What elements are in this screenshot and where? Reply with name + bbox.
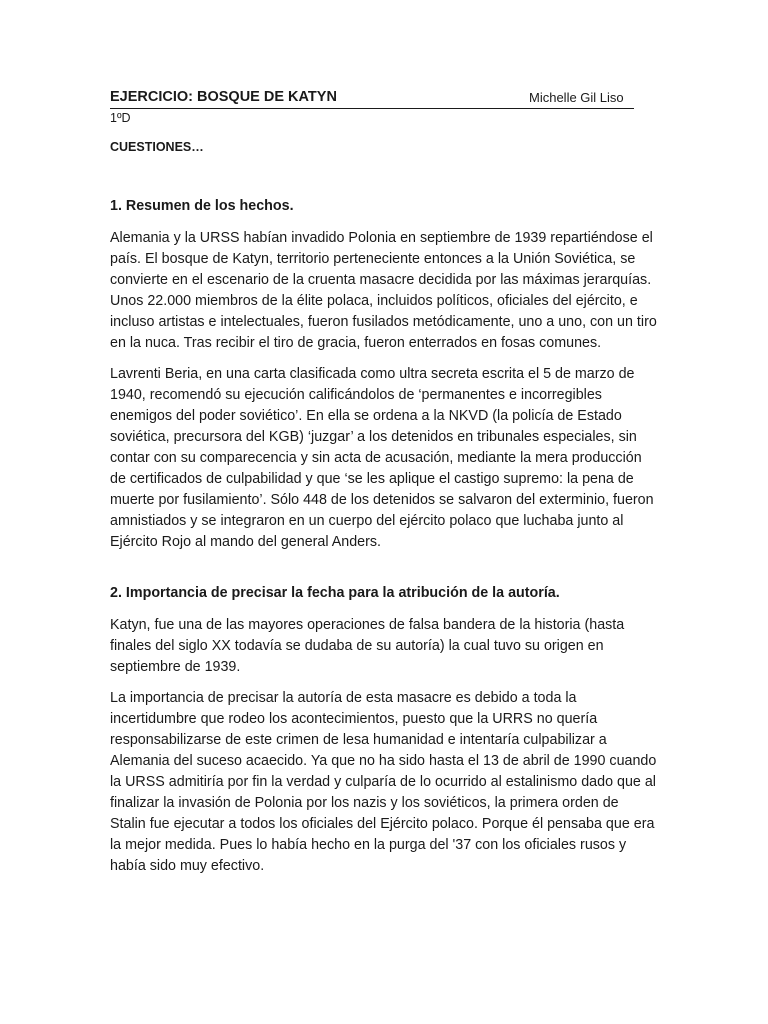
document-title: EJERCICIO: BOSQUE DE KATYN (110, 89, 337, 105)
section-2-paragraph-1: Katyn, fue una de las mayores operaciones de falsa bandera de la historia (hasta finales del siglo XX todavía se dudaba de su autoría) la cual tuvo su origen en septiembre de 1939. (110, 617, 625, 675)
author-name: Michelle Gil Liso (529, 90, 624, 105)
document-header (110, 86, 634, 109)
section-1-paragraph-2: Lavrenti Beria, en una carta clasificada como ultra secreta escrita el 5 de marzo de 1940, recomendó su ejecución calificándolos de ‘permanentes e incorregibles enemigos del poder soviético’. En ella se ordena a la NKVD (la policía de Estado soviética, precursora del KGB) ‘juzgar’ a los detenidos en tribunales especiales, sin contar con su comparecencia y sin acta de acusación, mediante la mera producción de certificados de culpabilidad y que ‘se les aplique el castigo supremo: la pena de muerte por fusilamiento’. Sólo 448 de los detenidos se salvaron del exterminio, fueron amnistiados y se integraron en un cuerpo del ejército polaco que luchaba junto al Ejército Rojo al mando del general Anders. (110, 366, 654, 550)
class-group: 1ºD (110, 111, 131, 125)
section-2-title: 2. Importancia de precisar la fecha para la atribución de la autoría. (110, 585, 560, 601)
section-1-title: 1. Resumen de los hechos. (110, 198, 294, 214)
cuestiones-label: CUESTIONES… (110, 140, 204, 154)
section-1-paragraph-1: Alemania y la URSS habían invadido Polonia en septiembre de 1939 repartiéndose el país. El bosque de Katyn, territorio perteneciente entonces a la Unión Soviética, se convierte en el escenario de la cruenta masacre decidida por las máximas jerarquías. Unos 22.000 miembros de la élite polaca, incluidos políticos, oficiales del ejército, e incluso artistas e intelectuales, fueron fusilados metódicamente, uno a uno, con un tiro en la nuca. Tras recibir el tiro de gracia, fueron enterrados en fosas comunes. (110, 230, 657, 351)
section-2-paragraph-2: La importancia de precisar la autoría de esta masacre es debido a toda la incertidumbre que rodeo los acontecimientos, puesto que la URRS no quería responsabilizarse de este crimen de lesa humanidad e intentaría culpabilizar a Alemania del suceso acaecido. Ya que no ha sido hasta el 13 de abril de 1990 cuando la URSS admitiría por fin la verdad y culparía de lo ocurrido al estalinismo dado que al finalizar la invasión de Polonia por los nazis y los soviéticos, la primera orden de Stalin fue ejecutar a todos los oficiales del Ejército polaco. Porque él pensaba que era la mejor medida. Pues lo había hecho en la purga del '37 con los oficiales rusos y había sido muy efectivo. (110, 690, 657, 874)
document-page (110, 86, 658, 877)
